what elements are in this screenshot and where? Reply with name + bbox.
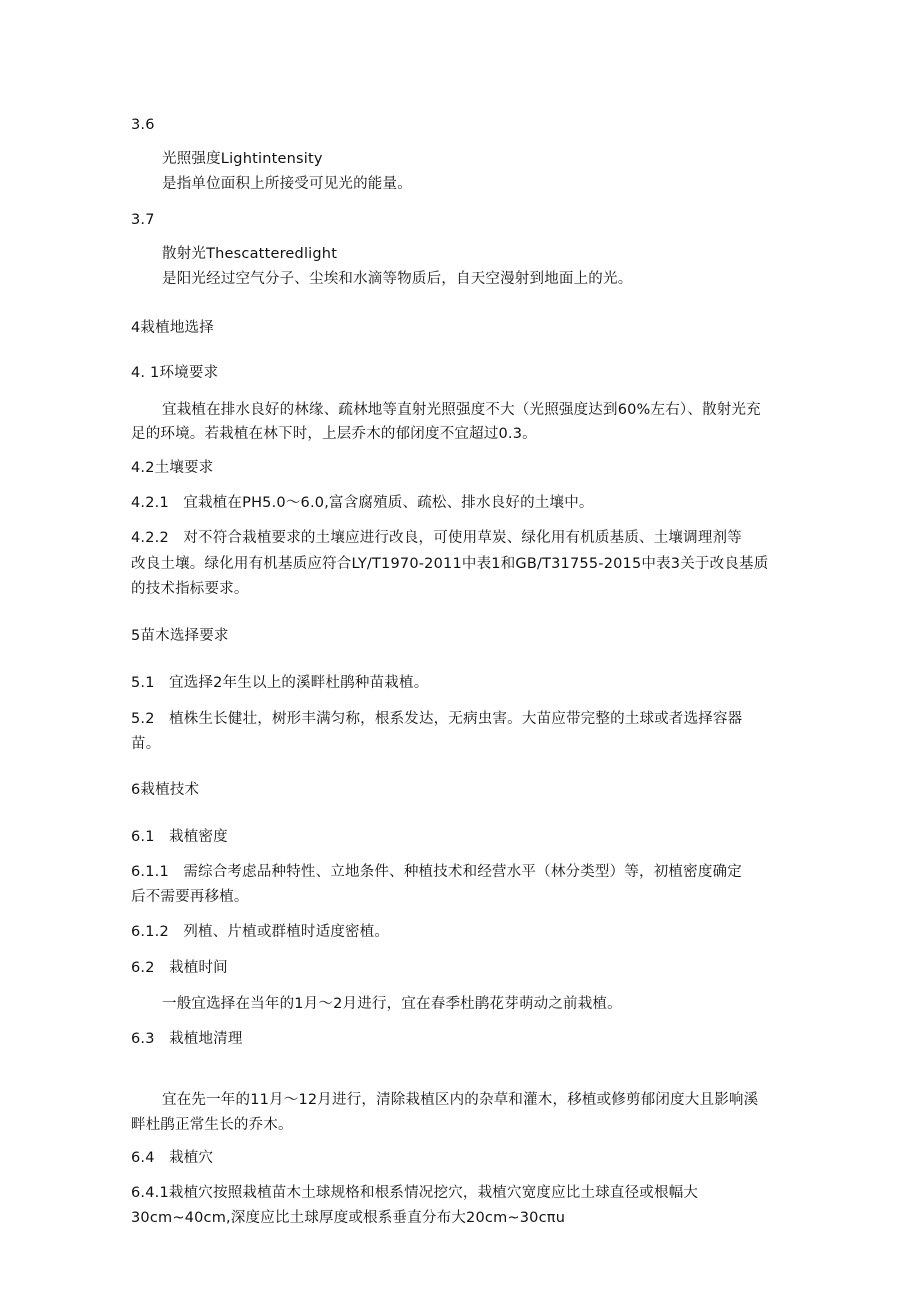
clause-5-2-line-2: 苗。 (131, 736, 161, 752)
clause-6-1-2: 6.1.2 列植、片植或群植时适度密植。 (131, 924, 390, 940)
subsection-heading-6-2: 6.2 栽植时间 (131, 960, 228, 976)
clause-5-2-line-1: 5.2 植株生长健壮，树形丰满匀称，根系发达，无病虫害。大苗应带完整的土球或者选择容器 (131, 711, 743, 727)
paragraph-4-1-line-2: 足的环境。若栽植在林下时，上层乔木的郁闭度不宜超过0.3。 (131, 426, 537, 442)
term-scattered-light: 散射光Thescatteredlight (162, 246, 338, 262)
section-heading-6: 6栽植技术 (131, 782, 200, 798)
subsection-heading-4-2: 4.2土壤要求 (131, 460, 214, 476)
subsection-heading-4-1: 4. 1环境要求 (131, 365, 219, 381)
subsection-heading-6-4: 6.4 栽植穴 (131, 1150, 214, 1166)
clause-6-4-1-line-1: 6.4.1栽植穴按照栽植苗木土球规格和根系情况挖穴，栽植穴宽度应比土球直径或根幅大 (131, 1185, 699, 1201)
clause-5-1: 5.1 宜选择2年生以上的溪畔杜鹃种苗栽植。 (131, 675, 429, 691)
clause-6-1-1-line-1: 6.1.1 需综合考虑品种特性、立地条件、种植技术和经营水平（林分类型）等，初植密度确定 (131, 864, 742, 880)
clause-4-2-2-line-3: 的技术指标要求。 (131, 581, 249, 597)
clause-6-4-1-line-2: 30cm~40cm,深度应比土球厚度或根系垂直分布大20cm~30cπu (131, 1210, 566, 1226)
paragraph-6-3-line-2: 畔杜鹃正常生长的乔木。 (131, 1117, 293, 1133)
section-heading-4: 4栽植地选择 (131, 320, 214, 336)
clause-6-1-1-line-2: 后不需要再移植。 (131, 889, 249, 905)
paragraph-6-2: 一般宜选择在当年的1月～2月进行，宜在春季杜鹃花芽萌动之前栽植。 (162, 996, 622, 1012)
clause-number-3-7: 3.7 (131, 212, 155, 228)
section-heading-5: 5苗木选择要求 (131, 628, 229, 644)
subsection-heading-6-3: 6.3 栽植地清理 (131, 1031, 243, 1047)
clause-4-2-2-line-2: 改良土壤。绿化用有机基质应符合LY/T1970-2011中表1和GB/T31755-2015中表3关于改良基质 (131, 556, 769, 572)
clause-number-3-6: 3.6 (131, 117, 155, 133)
clause-4-2-1: 4.2.1 宜栽植在PH5.0～6.0,富含腐殖质、疏松、排水良好的土壤中。 (131, 495, 594, 511)
paragraph-6-3-line-1: 宜在先一年的11月～12月进行，清除栽植区内的杂草和灌木，移植或修剪郁闭度大且影响溪 (162, 1092, 759, 1108)
definition-scattered-light: 是阳光经过空气分子、尘埃和水滴等物质后，自天空漫射到地面上的光。 (162, 271, 633, 287)
clause-4-2-2-line-1: 4.2.2 对不符合栽植要求的土壤应进行改良，可使用草炭、绿化用有机质基质、土壤调理剂等 (131, 530, 742, 546)
term-light-intensity: 光照强度Lightintensity (162, 151, 323, 167)
paragraph-4-1-line-1: 宜栽植在排水良好的林缘、疏林地等直射光照强度不大（光照强度达到60%左右）、散射光充 (162, 402, 761, 418)
subsection-heading-6-1: 6.1 栽植密度 (131, 829, 228, 845)
definition-light-intensity: 是指单位面积上所接受可见光的能量。 (162, 176, 412, 192)
